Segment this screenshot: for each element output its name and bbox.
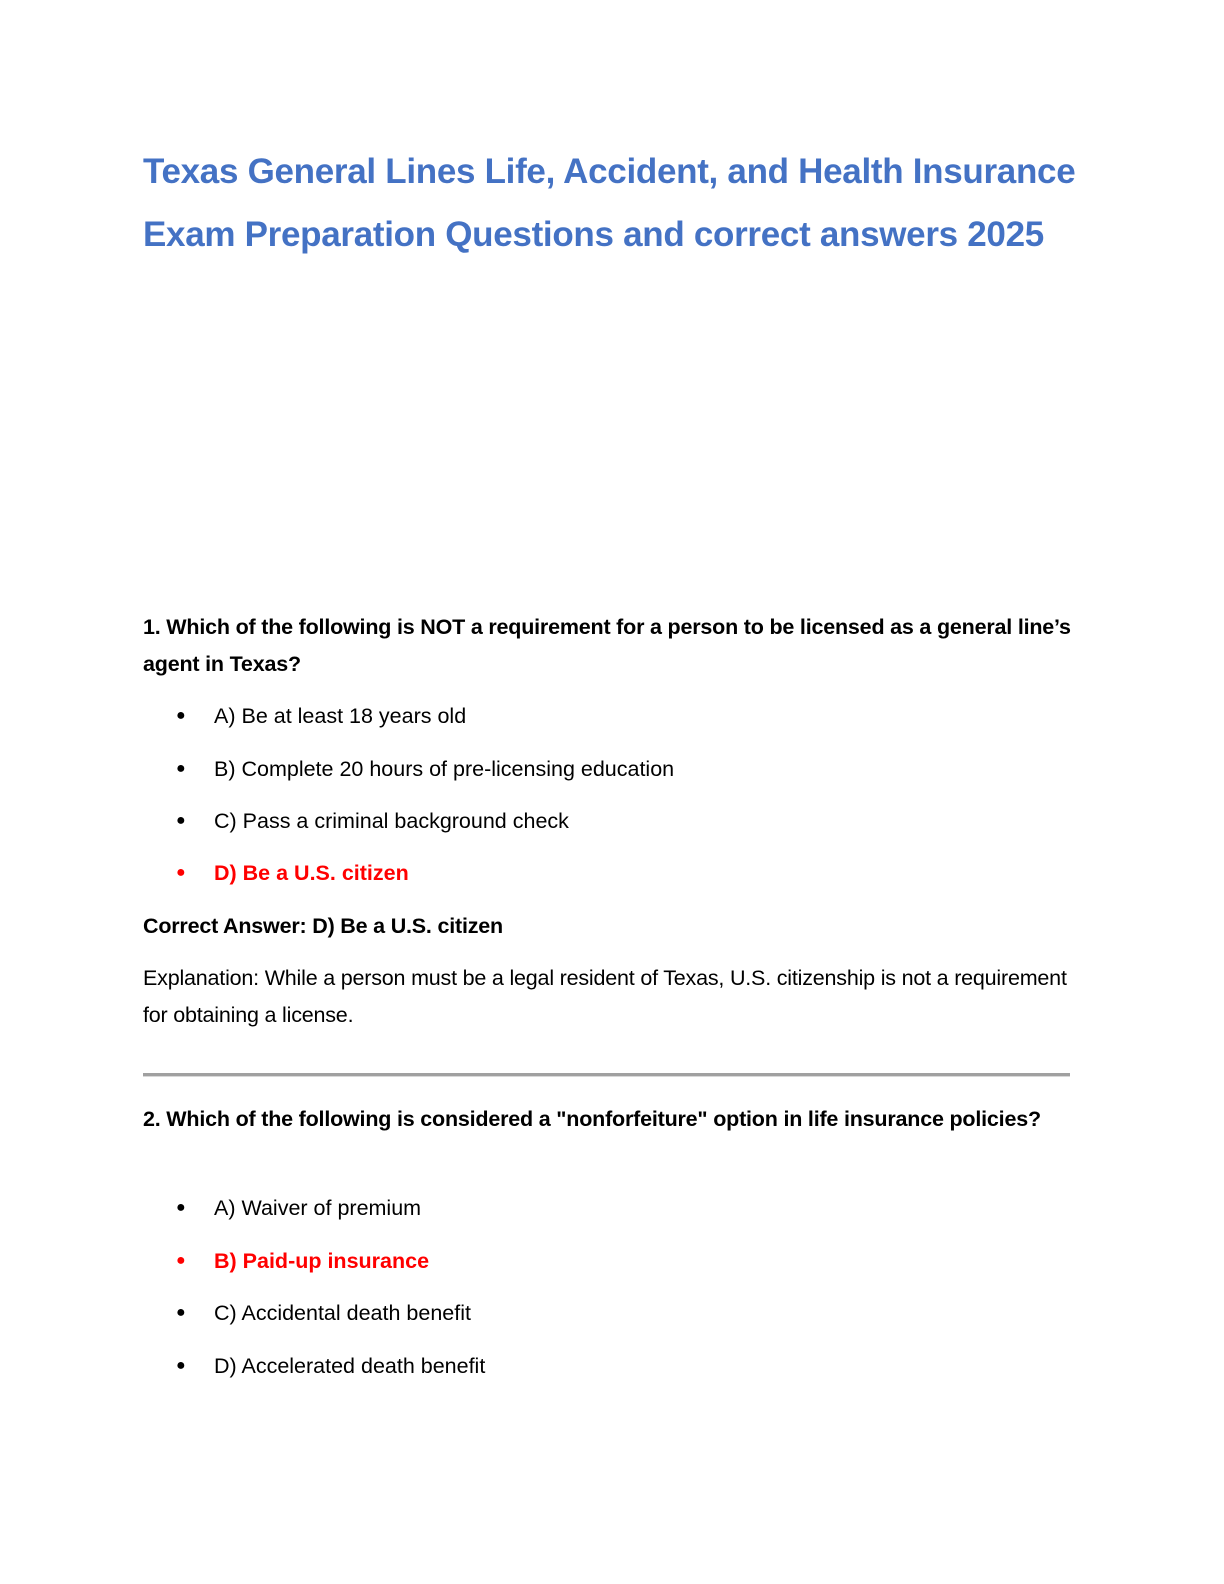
option-2d <box>176 1351 485 1381</box>
option-1a <box>176 701 466 731</box>
bullet-icon: ● <box>176 1304 186 1321</box>
option-text: A) Waiver of premium <box>214 1196 422 1220</box>
option-1c <box>176 806 569 836</box>
question-1: 1. Which of the following is NOT a requirement for a person to be licensed as a general line’s agent in Texas? <box>143 615 1071 676</box>
bullet-icon: ● <box>176 760 186 777</box>
option-text: B) Complete 20 hours of pre-licensing education <box>214 757 675 781</box>
document-title: Texas General Lines Life, Accident, and Health Insurance Exam Preparation Questions and correct answers 2025 <box>143 152 1076 254</box>
explanation-1: Explanation: While a person must be a legal resident of Texas, U.S. citizenship is not a requirement for obtaining a license. <box>143 966 1067 1027</box>
option-2c <box>176 1298 471 1328</box>
option-1b <box>176 754 674 784</box>
correct-answer-1: Correct Answer: D) Be a U.S. citizen <box>143 914 503 938</box>
bullet-icon: ● <box>176 812 186 829</box>
option-2b-correct <box>176 1246 429 1276</box>
divider <box>143 1073 1070 1077</box>
option-2a <box>176 1193 421 1223</box>
question-2: 2. Which of the following is considered a "nonforfeiture" option in life insurance policies? <box>143 1107 1041 1131</box>
bullet-icon: ● <box>176 1199 186 1216</box>
option-text: D) Accelerated death benefit <box>214 1354 486 1378</box>
bullet-icon: ● <box>176 864 186 881</box>
option-text: B) Paid-up insurance <box>214 1249 430 1273</box>
option-1d-correct <box>176 858 409 888</box>
option-text: C) Pass a criminal background check <box>214 809 569 833</box>
bullet-icon: ● <box>176 1357 186 1374</box>
bullet-icon: ● <box>176 1252 186 1269</box>
bullet-icon: ● <box>176 707 186 724</box>
option-text: D) Be a U.S. citizen <box>214 861 409 885</box>
option-text: A) Be at least 18 years old <box>214 704 467 728</box>
option-text: C) Accidental death benefit <box>214 1301 471 1325</box>
